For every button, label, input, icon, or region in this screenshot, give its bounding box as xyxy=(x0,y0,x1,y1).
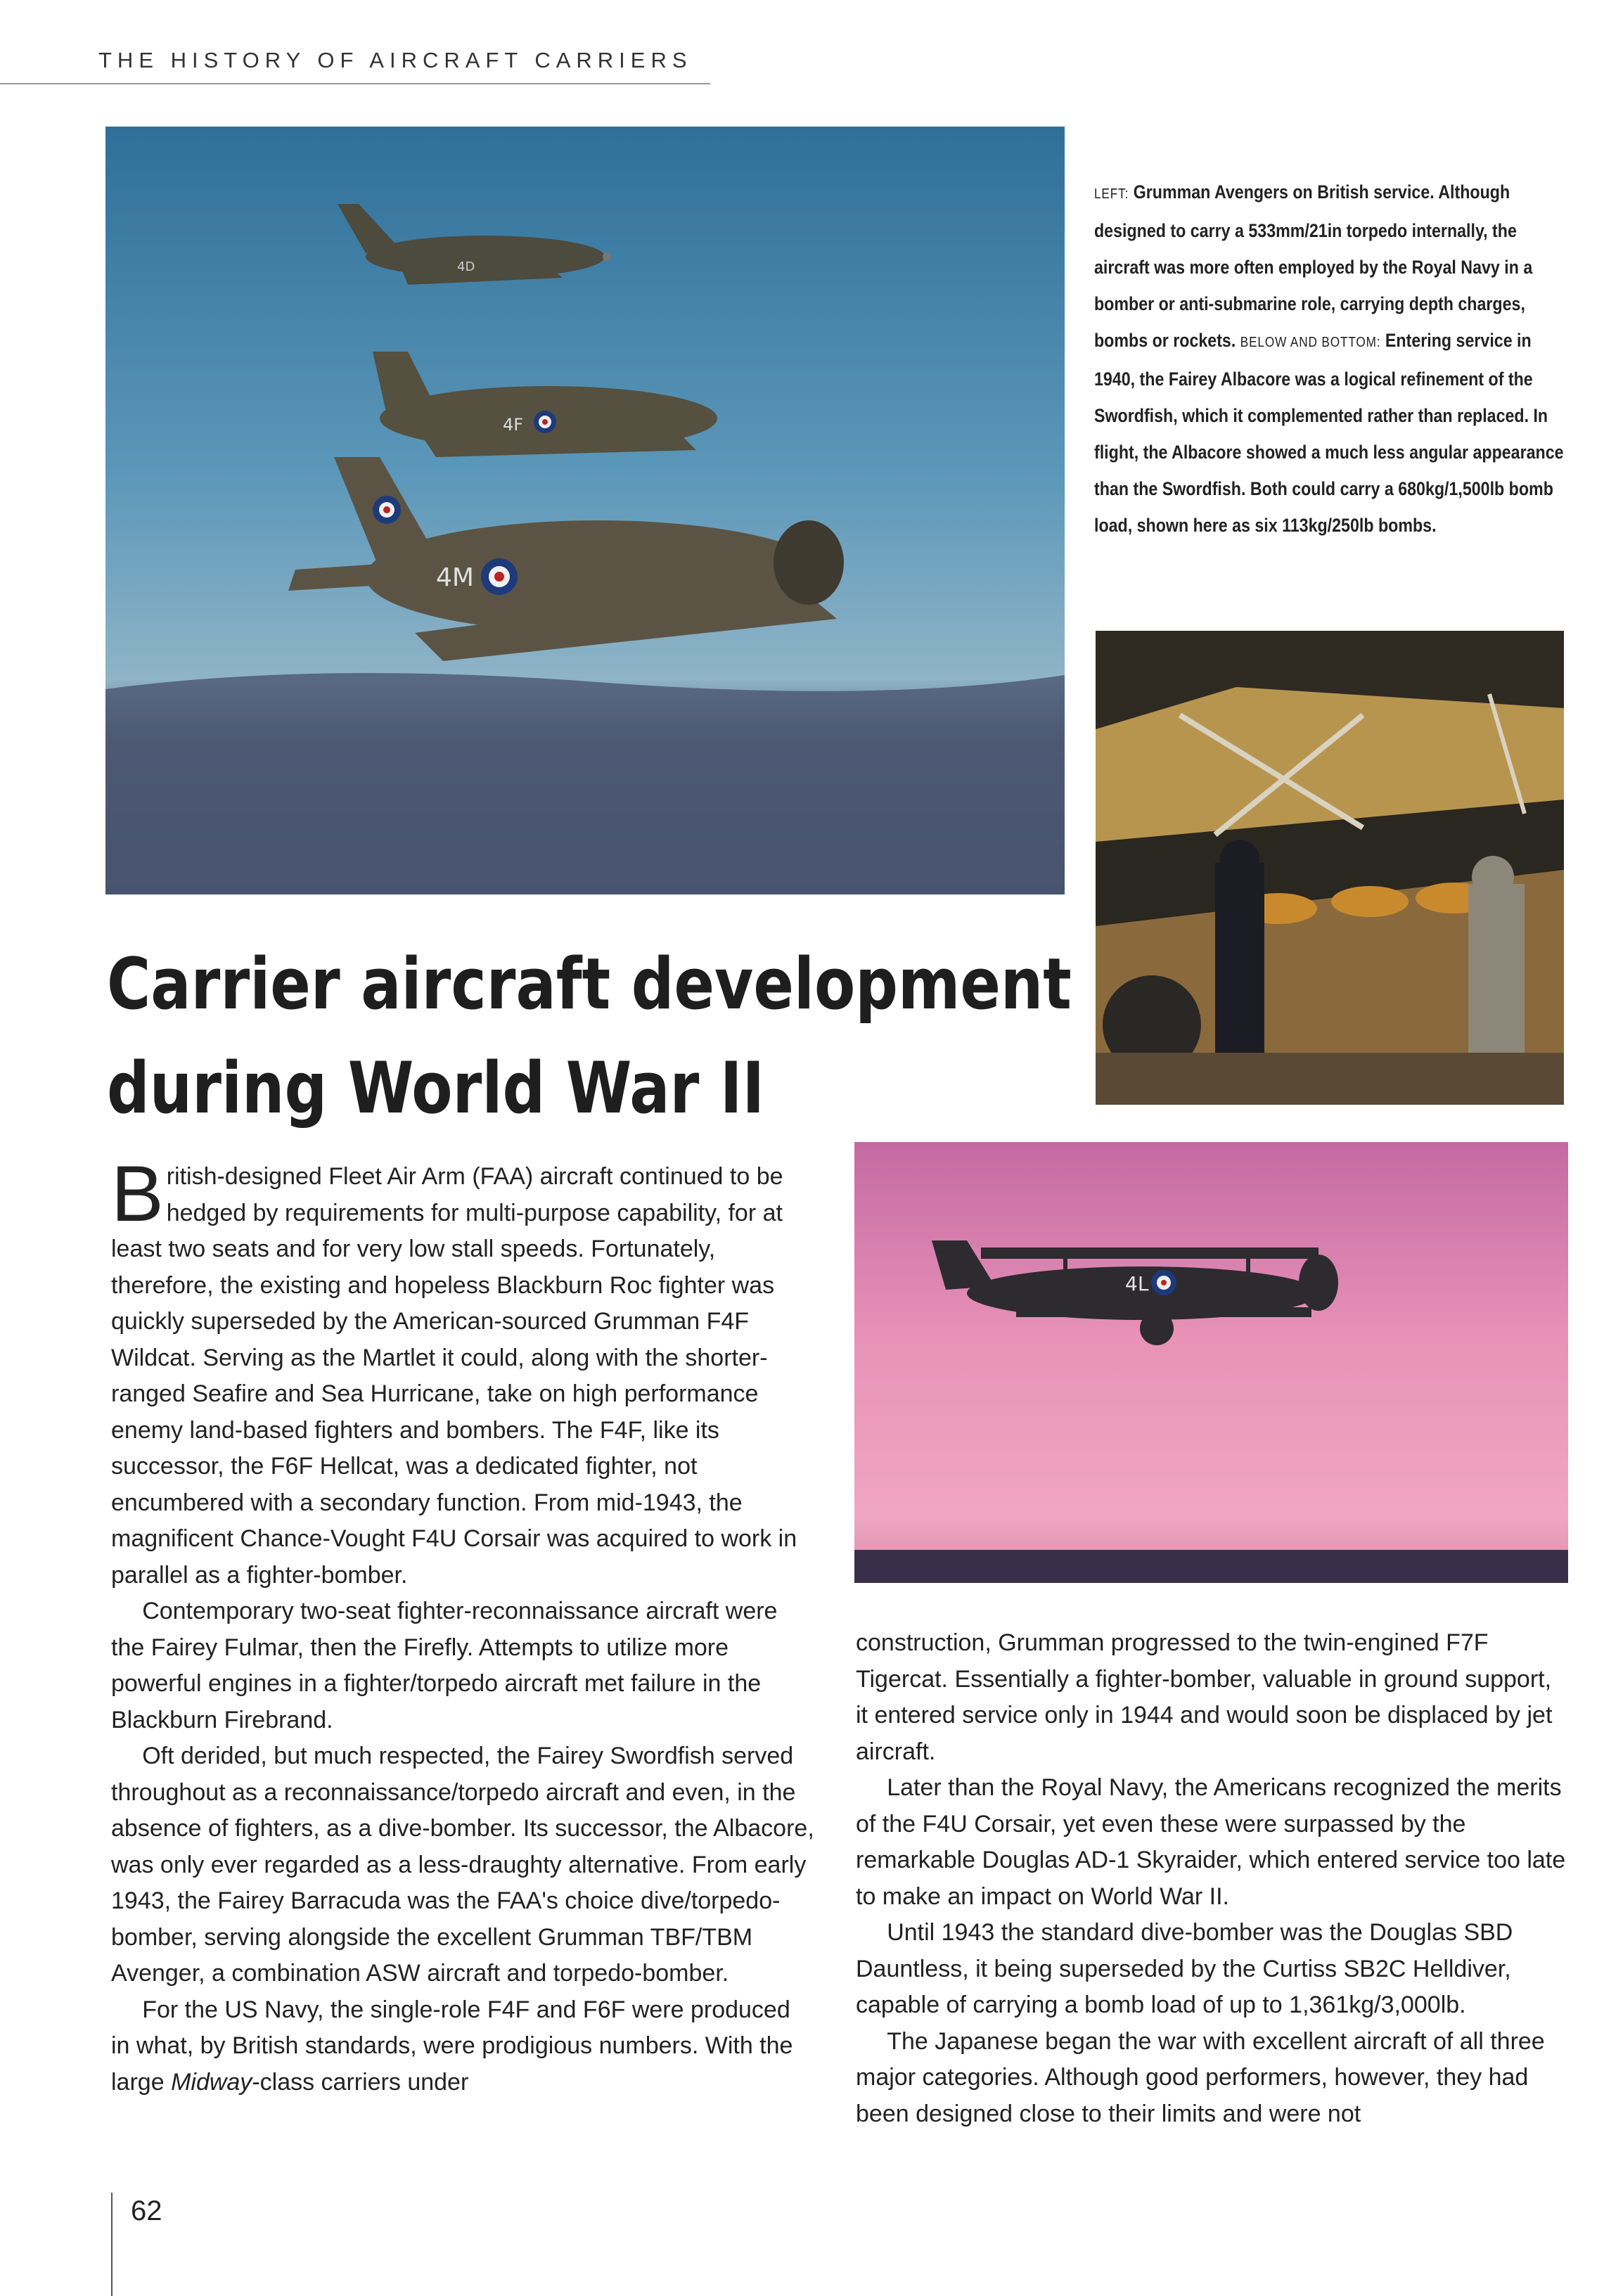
caption-below-label: BELOW AND BOTTOM: xyxy=(1240,335,1381,350)
ship-class-name: Midway xyxy=(171,2068,252,2096)
paragraph-7: Until 1943 the standard dive-bomber was the Douglas SBD Dauntless, it being superseded by the Curtiss SB2C Helldiver, capable of carrying a bomb load of up to 1,361kg/3,000lb. xyxy=(856,1919,1513,2018)
avengers-illustration xyxy=(105,127,1065,894)
paragraph-4-end: -class carriers under xyxy=(252,2068,469,2096)
caption-below-text: Entering service in 1940, the Fairey Albacore was a logical refinement of the Swordfish, which it complemented rather than replaced. In flight, the Albacore showed a much less angular appearance than the Swordfish. Both could carry a 680kg/1,500lb bomb load, shown here as six 113kg/250lb bombs. xyxy=(1094,330,1564,536)
code-albacore: 4L xyxy=(1125,1272,1149,1295)
page-number: 62 xyxy=(131,2195,162,2226)
paragraph-3: Oft derided, but much respected, the Fairey Swordfish served throughout as a reconnaissance/torpedo aircraft and even, in the absence of fighters, as a dive-bomber. Its successor, the Albacore, was only ever regarded as a less-draughty alternative. From early 1943, the Fairey Barracuda was the FAA's choice dive/torpedo-bomber, serving alongside the excellent Grumman TBF/TBM Avenger, a combination ASW aircraft and torpedo-bomber. xyxy=(111,1743,814,1987)
paragraph-2: Contemporary two-seat fighter-reconnaissance aircraft were the Fairey Fulmar, then the Firefly. Attempts to utilize more powerful engines in a fighter/torpedo aircraft met failure in the Blackburn Firebrand. xyxy=(111,1598,778,1733)
article-column-left xyxy=(111,1150,814,2101)
paragraph-8: The Japanese began the war with excellent aircraft of all three major categories. Although good performers, however, they had been designed close to their limits and were not xyxy=(856,2027,1545,2127)
headline-line-1: Carrier aircraft development xyxy=(107,942,1072,1025)
footer-rule xyxy=(111,2193,113,2296)
caption-left-label: LEFT: xyxy=(1094,186,1129,202)
code-lead: 4M xyxy=(436,563,474,592)
photo-albacore-bomb-loading xyxy=(1096,631,1564,1105)
photo-grumman-avengers xyxy=(105,127,1065,894)
paragraph-4-start: For the US Navy, the single-role F4F and F6F were produced in what, by British standards, were prodigious numbers. With the large xyxy=(111,1996,793,2096)
paragraph-1 xyxy=(111,1150,814,1593)
albacore-flight-illustration xyxy=(854,1142,1568,1583)
article-column-right xyxy=(856,1625,1566,2132)
paragraph-6: Later than the Royal Navy, the Americans recognized the merits of the F4U Corsair, yet even these were surpassed by the remarkable Douglas AD-1 Skyraider, which entered service too late to make an impact on World War II. xyxy=(856,1774,1566,1910)
header-rule xyxy=(0,83,710,84)
code-middle: 4F xyxy=(503,415,524,435)
headline-line-2: during World War II xyxy=(107,1046,765,1129)
caption-left-text: Grumman Avengers on British service. Although designed to carry a 533mm/21in torpedo internally, the aircraft was more often employed by the Royal Navy in a bomber or anti-submarine role, carrying depth charges, bombs or rockets. xyxy=(1094,181,1533,351)
paragraph-1-text: ritish-designed Fleet Air Arm (FAA) aircraft continued to be hedged by requirements for multi-purpose capability, for at least two seats and for very low stall speeds. Fortunately, therefore, the existing and hopeless Blackburn Roc fighter was quickly superseded by the American-sourced Grumman F4F Wildcat. Serving as the Martlet it could, along with the shorter-ranged Seafire and Sea Hurricane, take on high performance enemy land-based fighters and bombers. The F4F, like its successor, the F6F Hellcat, was a dedicated fighter, not encumbered with a secondary function. From mid-1943, the magnificent Chance-Vought F4U Corsair was acquired to work in parallel as a fighter-bomber. xyxy=(111,1163,797,1589)
paragraph-4 xyxy=(111,1992,814,2101)
article-headline xyxy=(107,932,1072,1140)
photo-caption xyxy=(1094,174,1565,544)
paragraph-5: construction, Grumman progressed to the twin-engined F7F Tigercat. Essentially a fighter-bomber, valuable in ground support, it entered service only in 1944 and would soon be displaced by jet aircraft. xyxy=(856,1629,1553,1765)
albacore-ground-illustration xyxy=(1096,631,1564,1105)
running-title: THE HISTORY OF AIRCRAFT CARRIERS xyxy=(98,48,693,72)
photo-albacore-in-flight xyxy=(854,1142,1568,1583)
drop-cap: B xyxy=(111,1150,164,1238)
code-far: 4D xyxy=(457,259,475,274)
